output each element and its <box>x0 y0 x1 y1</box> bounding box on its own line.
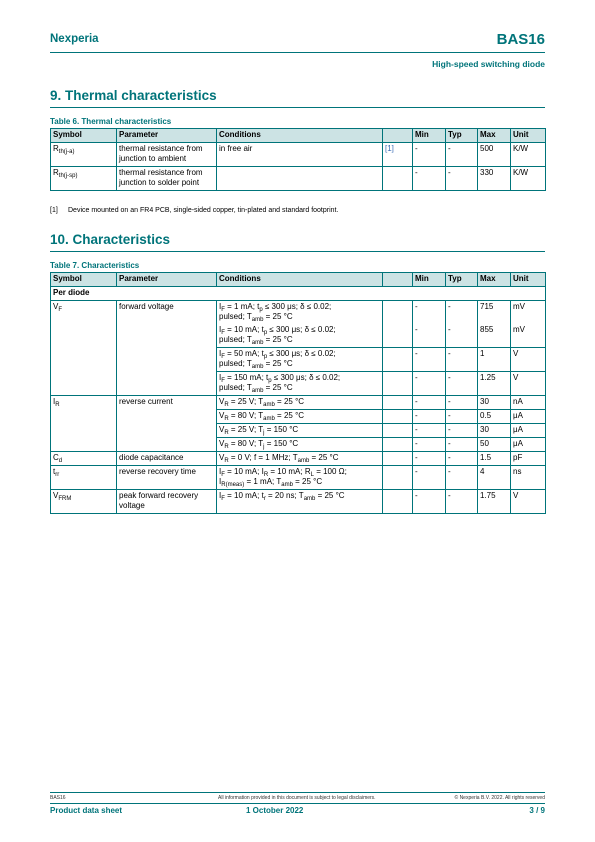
col-min: Min <box>413 273 446 287</box>
col-symbol: Symbol <box>51 129 117 143</box>
footer-date: 1 October 2022 <box>246 806 304 815</box>
table-row <box>51 396 546 410</box>
footer-rule-top <box>50 792 545 793</box>
symbol-cell: $V_F$ <box>51 301 117 396</box>
table-7-title: Table 7. Characteristics <box>50 261 140 270</box>
group-row <box>51 287 546 301</box>
ref-cell <box>383 410 413 424</box>
typ-cell: - <box>446 438 478 452</box>
col-min: Min <box>413 129 446 143</box>
col-conditions: Conditions <box>217 129 383 143</box>
conditions-cell: $I_F = 10$ mA; $I_R = 10$ mA; $R_L = 100$ Ω; $I_{R(meas)} = 1$ mA; $T_{amb} = 25$ °C <box>217 466 383 490</box>
min-cell: - <box>413 324 446 348</box>
max-cell: 1.75 <box>478 490 511 514</box>
max-cell: 715 <box>478 301 511 325</box>
table-header-row <box>51 129 546 143</box>
typ-cell: - <box>446 396 478 410</box>
ref-cell <box>383 424 413 438</box>
min-cell: - <box>413 466 446 490</box>
conditions-cell: $V_R = 0$ V; f = 1 MHz; $T_{amb} = 25$ °C <box>217 452 383 466</box>
min-cell: - <box>413 348 446 372</box>
conditions-cell: $V_R = 80$ V; $T_{amb} = 25$ °C <box>217 410 383 424</box>
characteristics-table <box>50 272 546 514</box>
ref-cell <box>383 452 413 466</box>
unit-cell: ns <box>511 466 546 490</box>
symbol-cell: $C_d$ <box>51 452 117 466</box>
typ-cell: - <box>446 424 478 438</box>
section-10-rule <box>50 251 545 252</box>
conditions-cell: $I_F = 10$ mA; $t_p \le 300$ μs; δ ≤ 0.02; pulsed; $T_{amb} = 25$ °C <box>217 324 383 348</box>
typ-cell: - <box>446 167 478 191</box>
max-cell: 855 <box>478 324 511 348</box>
table-6-title: Table 6. Thermal characteristics <box>50 117 172 126</box>
parameter-cell: peak forward recovery voltage <box>117 490 217 514</box>
col-parameter: Parameter <box>117 129 217 143</box>
parameter-cell: forward voltage <box>117 301 217 396</box>
footer-disclaimer: All information provided in this document is subject to legal disclaimers. <box>218 795 376 801</box>
symbol-cell: $R_{th(j-sp)}$ <box>51 167 117 191</box>
ref-cell <box>383 348 413 372</box>
min-cell: - <box>413 301 446 325</box>
ref-cell <box>383 301 413 325</box>
unit-cell: V <box>511 490 546 514</box>
unit-cell: nA <box>511 396 546 410</box>
min-cell: - <box>413 410 446 424</box>
product-name: BAS16 <box>496 31 545 48</box>
min-cell: - <box>413 490 446 514</box>
table-row <box>51 452 546 466</box>
typ-cell: - <box>446 452 478 466</box>
max-cell: 4 <box>478 466 511 490</box>
min-cell: - <box>413 143 446 167</box>
conditions-cell: in free air <box>217 143 383 167</box>
footnote <box>50 207 338 214</box>
col-max: Max <box>478 273 511 287</box>
parameter-cell: thermal resistance from junction to solder point <box>117 167 217 191</box>
symbol-cell: $I_R$ <box>51 396 117 452</box>
table-row <box>51 490 546 514</box>
typ-cell: - <box>446 410 478 424</box>
min-cell: - <box>413 396 446 410</box>
section-10-title: 10. Characteristics <box>50 232 171 247</box>
typ-cell: - <box>446 466 478 490</box>
typ-cell: - <box>446 143 478 167</box>
conditions-cell: $I_F = 10$ mA; $t_r = 20$ ns; $T_{amb} = 25$ °C <box>217 490 383 514</box>
footer-page-number: 3 / 9 <box>529 806 545 815</box>
ref-cell <box>383 490 413 514</box>
min-cell: - <box>413 167 446 191</box>
symbol-cell: $V_{FRM}$ <box>51 490 117 514</box>
col-parameter: Parameter <box>117 273 217 287</box>
footnote-link[interactable]: [1] <box>383 143 413 167</box>
conditions-cell: $V_R = 25$ V; $T_j = 150$ °C <box>217 424 383 438</box>
conditions-cell: $I_F = 150$ mA; $t_p \le 300$ μs; δ ≤ 0.02; pulsed; $T_{amb} = 25$ °C <box>217 372 383 396</box>
thermal-table <box>50 128 546 191</box>
unit-cell: K/W <box>511 143 546 167</box>
unit-cell: mV <box>511 301 546 325</box>
conditions-cell: $V_R = 25$ V; $T_{amb} = 25$ °C <box>217 396 383 410</box>
unit-cell: mV <box>511 324 546 348</box>
max-cell: 1 <box>478 348 511 372</box>
table-row <box>51 143 546 167</box>
max-cell: 1.5 <box>478 452 511 466</box>
unit-cell: K/W <box>511 167 546 191</box>
max-cell: 30 <box>478 424 511 438</box>
table-row <box>51 466 546 490</box>
min-cell: - <box>413 424 446 438</box>
col-typ: Typ <box>446 273 478 287</box>
footer-copyright: © Nexperia B.V. 2022. All rights reserved <box>454 795 545 801</box>
min-cell: - <box>413 452 446 466</box>
section-9-title: 9. Thermal characteristics <box>50 88 217 103</box>
unit-cell: μA <box>511 410 546 424</box>
col-unit: Unit <box>511 129 546 143</box>
conditions-cell <box>217 167 383 191</box>
footnote-number: [1] <box>50 207 58 214</box>
col-typ: Typ <box>446 129 478 143</box>
symbol-cell: $R_{th(j-a)}$ <box>51 143 117 167</box>
parameter-cell: reverse current <box>117 396 217 452</box>
min-cell: - <box>413 372 446 396</box>
group-label: Per diode <box>51 287 546 301</box>
parameter-cell: reverse recovery time <box>117 466 217 490</box>
ref-cell <box>383 167 413 191</box>
col-max: Max <box>478 129 511 143</box>
ref-cell <box>383 438 413 452</box>
section-9-rule <box>50 107 545 108</box>
unit-cell: V <box>511 372 546 396</box>
col-symbol: Symbol <box>51 273 117 287</box>
max-cell: 330 <box>478 167 511 191</box>
ref-cell <box>383 396 413 410</box>
conditions-cell: $V_R = 80$ V; $T_j = 150$ °C <box>217 438 383 452</box>
typ-cell: - <box>446 348 478 372</box>
unit-cell: V <box>511 348 546 372</box>
table-header-row <box>51 273 546 287</box>
conditions-cell: $I_F = 1$ mA; $t_p \le 300$ μs; δ ≤ 0.02; pulsed; $T_{amb} = 25$ °C <box>217 301 383 325</box>
unit-cell: μA <box>511 438 546 452</box>
max-cell: 0.5 <box>478 410 511 424</box>
product-subtitle: High-speed switching diode <box>432 59 545 69</box>
typ-cell: - <box>446 490 478 514</box>
max-cell: 50 <box>478 438 511 452</box>
col-conditions: Conditions <box>217 273 383 287</box>
typ-cell: - <box>446 324 478 348</box>
header-rule <box>50 52 545 53</box>
col-unit: Unit <box>511 273 546 287</box>
table-row <box>51 301 546 325</box>
footnote-text: Device mounted on an FR4 PCB, single-sided copper, tin-plated and standard footprint. <box>68 207 339 214</box>
symbol-cell: $t_{rr}$ <box>51 466 117 490</box>
parameter-cell: diode capacitance <box>117 452 217 466</box>
max-cell: 1.25 <box>478 372 511 396</box>
table-row <box>51 167 546 191</box>
typ-cell: - <box>446 301 478 325</box>
brand-name: Nexperia <box>50 33 99 45</box>
max-cell: 30 <box>478 396 511 410</box>
conditions-cell: $I_F = 50$ mA; $t_p \le 300$ μs; δ ≤ 0.02; pulsed; $T_{amb} = 25$ °C <box>217 348 383 372</box>
min-cell: - <box>413 438 446 452</box>
footer-doc-type: Product data sheet <box>50 806 123 815</box>
max-cell: 500 <box>478 143 511 167</box>
ref-cell <box>383 372 413 396</box>
typ-cell: - <box>446 372 478 396</box>
col-ref <box>383 129 413 143</box>
parameter-cell: thermal resistance from junction to ambient <box>117 143 217 167</box>
ref-cell <box>383 466 413 490</box>
col-ref <box>383 273 413 287</box>
footer-doc-id: BAS16 <box>50 795 66 801</box>
unit-cell: pF <box>511 452 546 466</box>
unit-cell: μA <box>511 424 546 438</box>
ref-cell <box>383 324 413 348</box>
footer-rule-bottom <box>50 803 545 804</box>
